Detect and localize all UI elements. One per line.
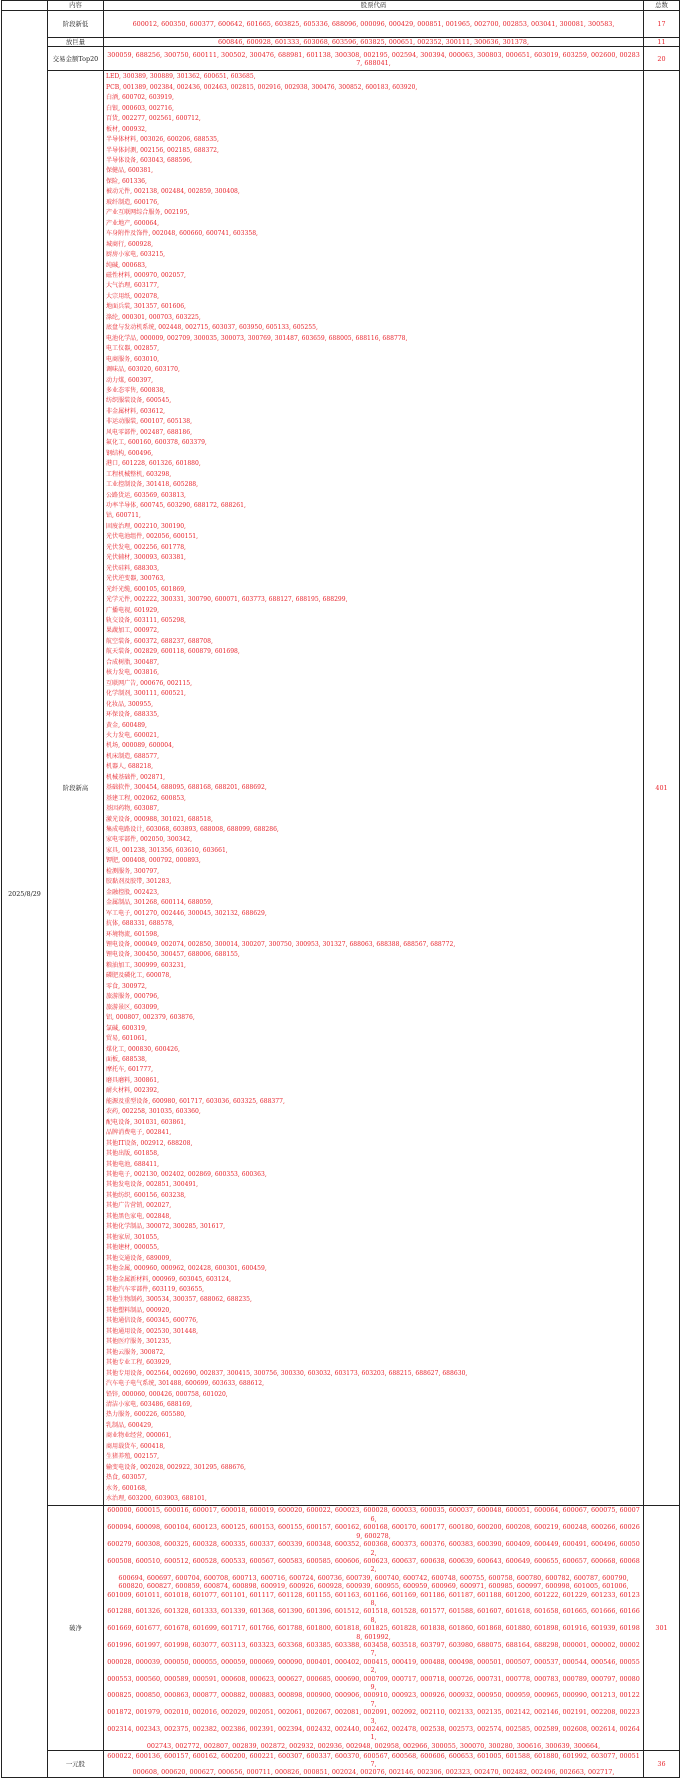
sector-line: 地面兵装, 301357, 601606, <box>106 303 186 311</box>
count-stage-high: 401 <box>644 71 680 1506</box>
sector-line: 旅游景区, 603099, <box>106 1003 160 1011</box>
sector-line: 其他金属, 000960, 000962, 002428, 600301, 600459, <box>106 1265 267 1273</box>
header-count: 总数 <box>644 1 680 11</box>
sector-line: 大气治理, 603177, <box>106 282 160 290</box>
sector-line: 功率半导体, 600745, 603290, 688172, 688261, <box>106 501 246 509</box>
sector-line: 非金属材料, 603612, <box>106 407 166 415</box>
sector-line: 固废治理, 002210, 300190, <box>106 522 186 530</box>
sector-line: 其他电池, 688411, <box>106 1160 160 1168</box>
sector-line: 被动元件, 002138, 002484, 002859, 300408, <box>106 188 240 196</box>
sector-line: 保险, 601336, <box>106 177 147 185</box>
sector-line: 车身附件及饰件, 002048, 600660, 600741, 603358, <box>106 230 258 238</box>
sector-line: 锂电设备, 300450, 300457, 688006, 688155, <box>106 951 240 959</box>
sector-line: 其他广告营销, 002027, <box>106 1202 172 1210</box>
sector-line: 板材, 000932, <box>106 125 147 133</box>
row-one-yuan <box>2 1751 680 1778</box>
code-line: 600508, 600510, 600512, 600528, 600533, 600567, 600583, 600585, 600606, 600623, 600637, 600638, 600639, 600643, 600649, 600655, 600657, 600668, 600682, <box>107 1556 640 1574</box>
code-line: 000825, 000850, 000863, 000877, 000882, 000883, 000898, 000900, 000906, 000910, 000923, 000926, 000932, 000950, 000959, 000965, 000990, 001213, 001227, <box>107 1691 640 1708</box>
code-line: 600820, 600827, 600859, 600874, 600898, 600919, 600926, 600928, 600939, 600955, 600959, 600969, 600971, 600985, 600997, 600998, 601005, 601006, <box>118 1582 629 1591</box>
sector-line: 集成电路设计, 603068, 603893, 688008, 688099, 688286, <box>106 826 279 834</box>
sector-line: 其他发电设备, 002851, 300491, <box>106 1181 199 1189</box>
sector-line: 粮油加工, 300999, 603231, <box>106 961 186 969</box>
sector-line: 输变电设备, 002028, 002922, 301295, 688676, <box>106 1463 246 1471</box>
category-stage-high: 阶段新高 <box>48 71 104 1506</box>
sector-line: 基建工程, 002062, 600853, <box>106 794 186 802</box>
sector-line: 其他化学制品, 300072, 300285, 301617, <box>106 1223 225 1231</box>
sector-line: 广播电视, 601929, <box>106 606 160 614</box>
sector-line: 产业互联网综合服务, 002195, <box>106 209 190 217</box>
sector-line: 摩托车, 601777, <box>106 1066 153 1074</box>
sector-line: 互联网广告, 000676, 002115, <box>106 679 193 687</box>
sector-line: 面板, 688538, <box>106 1056 147 1063</box>
sector-line: 其他生物制药, 300534, 300357, 688062, 688235, <box>106 1296 252 1304</box>
sector-line: 其他通信设备, 600345, 600776, <box>106 1317 199 1325</box>
sector-line: 商用载货车, 600418, <box>106 1442 166 1450</box>
row-stage-high <box>2 71 680 1506</box>
sector-line: 航空装备, 600372, 688237, 688708, <box>106 637 213 645</box>
header-codes: 股票代码 <box>104 1 644 11</box>
codes-one-yuan <box>104 1751 644 1778</box>
code-line: 600022, 600136, 600157, 600162, 600200, 600221, 600307, 600337, 600370, 600567, 600568, 600606, 600653, 601005, 601588, 601880, 601992, 603077, 000517, <box>107 1751 640 1769</box>
sector-line: 激光设备, 000988, 301021, 688518, <box>106 815 213 823</box>
stock-screening-table <box>1 0 680 1778</box>
code-line: 601009, 601011, 601018, 601077, 601101, 601117, 601128, 601155, 601163, 601166, 601169, 601186, 601187, 601188, 601200, 601222, 601229, 601233, 601238, <box>107 1590 640 1607</box>
sector-line: 电池化学品, 000009, 002709, 300035, 300073, 300769, 301487, 603659, 688005, 688116, 688778, <box>106 334 408 342</box>
codes-giant-volume: 600846, 600928, 601333, 603068, 603596, 603825, 000651, 002352, 300111, 300636, 301378, <box>104 38 644 47</box>
sector-line: 其他建材, 000055, <box>106 1244 160 1252</box>
sector-line: 基础软件, 300454, 688095, 688168, 688201, 688692, <box>106 784 267 792</box>
sector-line: 大宗用纸, 002078, <box>106 292 160 300</box>
sector-line: 光伏辅材, 300093, 603381, <box>106 554 186 562</box>
sector-line: 胶黏剂及胶带, 301283, <box>106 878 172 886</box>
sector-line: 机床制造, 688577, <box>106 752 160 760</box>
sector-line: 白酒, 600702, 603919, <box>106 94 174 102</box>
sector-line: 保健品, 600381, <box>106 167 153 175</box>
count-top-turnover: 20 <box>644 47 680 71</box>
sector-line: 其他专业工程, 603929, <box>106 1359 172 1367</box>
code-line: 600279, 600308, 600325, 600328, 600335, 600337, 600339, 600348, 600352, 600368, 600373, 600376, 600383, 600390, 600409, 600449, 600491, 600496, 600502, <box>107 1540 640 1557</box>
code-line: 601288, 601326, 601328, 601333, 601339, 601368, 601390, 601396, 601512, 601518, 601528, 601577, 601588, 601607, 601618, 601658, 601665, 601666, 601668, <box>107 1607 640 1624</box>
sector-line: 其他出版, 601858, <box>106 1150 160 1158</box>
code-line: 000608, 000620, 000627, 000656, 000711, 000826, 000851, 002024, 002076, 002146, 002306, 002323, 002470, 002482, 002496, 002663, 002717, <box>132 1768 615 1777</box>
sector-list <box>106 71 641 1505</box>
sector-line: 机场, 000089, 600004, <box>106 742 174 750</box>
sector-line: 核力发电, 003816, <box>106 669 160 677</box>
sector-line: 涤纶, 000301, 000703, 603225, <box>106 313 201 321</box>
sector-line: 光伏逆变器, 300763, <box>106 575 166 583</box>
code-line: 002743, 002772, 002807, 002839, 002872, 002932, 002936, 002948, 002958, 002966, 300055, 300070, 300280, 300616, 300639, 300664, <box>146 1741 601 1750</box>
sector-line: 商业物业经营, 000061, <box>106 1432 172 1440</box>
sector-line: 磁性材料, 000970, 002057, <box>106 272 186 280</box>
category-breakout: 破净 <box>48 1506 104 1751</box>
sector-line: 其他通用设备, 002530, 301448, <box>106 1327 199 1335</box>
sector-line: 钢结构, 600496, <box>106 449 153 457</box>
sector-line: 军工电子, 001270, 002446, 300045, 302132, 688629, <box>106 909 267 917</box>
sector-line: 贸易, 601061, <box>106 1035 147 1043</box>
count-stage-low: 17 <box>644 11 680 38</box>
sector-line: 风电零部件, 002487, 688186, <box>106 428 193 436</box>
count-one-yuan: 36 <box>644 1751 680 1778</box>
sector-line: 生猪养殖, 002157, <box>106 1453 160 1461</box>
sector-line: 火力发电, 600021, <box>106 731 160 739</box>
sector-line: 其他家居, 301055, <box>106 1233 160 1241</box>
code-line: 600694, 600697, 600704, 600708, 600713, 600716, 600724, 600736, 600739, 600740, 600742, 600748, 600755, 600758, 600780, 600782, 600787, 600790, <box>118 1573 629 1582</box>
sector-line: 光纤光缆, 600105, 601869, <box>106 585 186 593</box>
sector-line: 白银, 000603, 002716, <box>106 104 174 112</box>
category-one-yuan: 一元股 <box>48 1751 104 1778</box>
codes-stage-high <box>104 71 644 1506</box>
sector-line: 其他医疗服务, 301235, <box>106 1338 172 1346</box>
sector-line: 氯碱, 600319, <box>106 1024 147 1032</box>
sector-line: 环保设备, 688335, <box>106 711 160 719</box>
sector-line: 其他IT设备, 002912, 688208, <box>106 1139 193 1147</box>
sector-line: 检测服务, 300797, <box>106 867 160 875</box>
code-line: 601996, 601997, 601998, 603077, 603113, 603323, 603368, 603385, 603388, 603458, 603518, 603797, 603980, 688075, 688164, 688298, 000001, 000002, 000027, <box>107 1640 640 1658</box>
code-line: 601669, 601677, 601678, 601699, 601717, 601766, 601788, 601800, 601818, 601825, 601828, 601838, 601860, 601868, 601880, 601898, 601916, 601939, 601988, 601992, <box>107 1624 640 1641</box>
sector-line: 其他电子, 002130, 002402, 002869, 600353, 600363, <box>106 1170 267 1178</box>
sector-line: 其他金属新材料, 000969, 603045, 603124, <box>106 1275 232 1283</box>
sector-line: 家具, 001238, 301356, 603610, 603661, <box>106 846 228 854</box>
sector-line: 半导体材料, 003026, 600206, 688535, <box>106 136 219 144</box>
sector-line: 其他交通设备, 689009, <box>106 1254 172 1262</box>
sector-line: 其他汽车零部件, 603119, 603655, <box>106 1285 205 1293</box>
codes-stage-low: 600012, 600350, 600377, 600642, 601665, 603825, 605336, 688096, 000096, 000429, 000851, 001965, 002700, 002853, 003041, 300081, 300583, <box>104 11 644 38</box>
sector-line: 光学元件, 002222, 300331, 300790, 600071, 603773, 688127, 688195, 688299, <box>106 596 348 604</box>
sector-line: 家电零部件, 002050, 300342, <box>106 836 193 844</box>
code-line: 600094, 600098, 600104, 600123, 600125, 600153, 600155, 600157, 600162, 600168, 600170, 600177, 600180, 600200, 600208, 600219, 600248, 600266, 600269, 600278, <box>107 1523 640 1540</box>
sector-line: 钾肥, 000408, 000792, 000893, <box>106 857 201 865</box>
code-line: 002314, 002343, 002375, 002382, 002386, 002391, 002394, 002432, 002440, 002462, 002478, 002538, 002573, 002574, 002585, 002589, 002608, 002614, 002641, <box>107 1725 640 1742</box>
sector-line: 光伏发电, 002256, 601778, <box>106 543 186 551</box>
sector-line: 汽车电子电气系统, 301488, 600699, 603633, 688612, <box>106 1380 265 1388</box>
sector-line: 玻纤制造, 600176, <box>106 198 160 206</box>
breakout-code-list <box>106 1506 641 1750</box>
category-giant-volume: 放巨量 <box>48 38 104 47</box>
sector-line: 热力服务, 600226, 605580, <box>106 1411 186 1419</box>
sector-line: 热食, 603057, <box>106 1474 147 1482</box>
sector-line: 半导体封测, 002156, 002185, 688372, <box>106 146 219 154</box>
sector-line: 果蔬加工, 000972, <box>106 627 160 635</box>
sector-line: 其他专用设备, 002564, 002690, 002837, 300415, 300756, 300330, 603032, 603173, 603203, 688215, 688627, 688630, <box>106 1369 468 1377</box>
sector-line: 零食, 300972, <box>106 982 147 990</box>
sector-line: 品牌消费电子, 002841, <box>106 1129 172 1137</box>
sector-line: 百货, 002277, 002561, 600712, <box>106 115 201 123</box>
sector-line: 耐火材料, 002392, <box>106 1087 160 1095</box>
sector-line: 其他塑料制品, 000920, <box>106 1306 172 1314</box>
sector-line: 其他云服务, 300872, <box>106 1348 166 1356</box>
sector-line: 金融控股, 002423, <box>106 888 160 896</box>
row-stage-low <box>2 11 680 38</box>
code-line: 001872, 001979, 002010, 002016, 002029, 002051, 002061, 002067, 002081, 002091, 002092, 002110, 002133, 002135, 002142, 002146, 002191, 002208, 002233, <box>107 1708 640 1725</box>
sector-line: 半导体设备, 603043, 688596, <box>106 157 193 165</box>
sector-line: 环境物流, 601598, <box>106 930 160 938</box>
sector-line: 产业地产, 600064, <box>106 219 160 227</box>
code-line: 000553, 000560, 000589, 000591, 000608, 000623, 000627, 000685, 000690, 000709, 000717, 000718, 000726, 000731, 000778, 000783, 000789, 000797, 000809, <box>107 1674 640 1692</box>
sector-line: 磨具磨料, 300861, <box>106 1076 160 1084</box>
sector-line: 水治理, 603200, 603903, 688101, <box>106 1495 207 1503</box>
sector-line: 其他纺织, 600156, 603238, <box>106 1191 186 1199</box>
category-top-turnover: 交易金额Top20 <box>48 47 104 71</box>
sector-line: 航天装备, 002829, 600118, 600879, 601698, <box>106 648 240 656</box>
codes-top-turnover: 300059, 688256, 300750, 600111, 300502, 300476, 688981, 601138, 300308, 002195, 002594, 300394, 000063, 300803, 000651, 603019, 603259, 002600, 002837, 688041, <box>104 47 644 71</box>
header-row <box>2 1 680 11</box>
sector-line: 乳制品, 600429, <box>106 1421 153 1429</box>
sector-line: 能源及重型设备, 600980, 601717, 603036, 603325, 688377, <box>106 1097 285 1105</box>
sector-line: 化学制剂, 300111, 600521, <box>106 690 186 698</box>
sector-line: 公路货运, 603569, 603813, <box>106 491 186 499</box>
header-date-blank <box>2 1 48 11</box>
sector-line: 工业控制设备, 301418, 605288, <box>106 481 199 489</box>
sector-line: 其他黑色家电, 002848, <box>106 1212 172 1220</box>
sector-line: 黄金, 600489, <box>106 721 147 729</box>
row-top-turnover <box>2 47 680 71</box>
sector-line: 光伏电池组件, 002056, 600151, <box>106 533 199 541</box>
sector-line: 旅游服务, 000796, <box>106 993 160 1001</box>
sector-line: 城商行, 600928, <box>106 240 153 248</box>
code-line: 000028, 000039, 000050, 000055, 000059, 000069, 000090, 000401, 000402, 000415, 000419, 000488, 000498, 000501, 000507, 000537, 000544, 000546, 000552, <box>107 1657 640 1675</box>
header-category: 内容 <box>48 1 104 11</box>
codes-breakout <box>104 1506 644 1751</box>
sector-line: PCB, 001389, 002384, 002436, 002463, 002815, 002916, 002938, 300476, 300852, 600183, 603920, <box>106 83 418 91</box>
sector-line: 非运动服装, 600107, 605138, <box>106 418 193 426</box>
row-giant-volume <box>2 38 680 47</box>
sector-line: 铅锌, 000060, 000426, 000758, 601020, <box>106 1390 228 1398</box>
sector-line: 动力煤, 600397, <box>106 376 153 384</box>
sector-line: 配电设备, 301031, 603861, <box>106 1118 186 1126</box>
sector-line: 多业态零售, 600838, <box>106 387 166 394</box>
sector-line: 光伏硅料, 688303, <box>106 564 160 572</box>
category-stage-low: 阶段新低 <box>48 11 104 38</box>
sector-line: 机器人, 688218, <box>106 763 153 771</box>
sector-line: 煤化工, 000830, 600426, <box>106 1045 180 1053</box>
sector-line: 金属制品, 301268, 600114, 688059, <box>106 899 213 907</box>
one-yuan-code-list <box>106 1752 641 1777</box>
sector-line: 纯碱, 000683, <box>106 261 147 269</box>
sector-line: 铝, 000807, 002379, 603876, <box>106 1014 195 1022</box>
sector-line: 调味品, 603020, 603170, <box>106 366 180 374</box>
sector-line: 厨房小家电, 603215, <box>106 251 166 259</box>
count-breakout: 301 <box>644 1506 680 1751</box>
sector-line: 港口, 601228, 601326, 601880, <box>106 460 201 468</box>
sector-line: 机械基础件, 002871, <box>106 773 166 781</box>
sector-line: 底盘与发动机系统, 002448, 002715, 603037, 603950, 605133, 605255, <box>106 324 318 332</box>
sector-line: 电商服务, 603010, <box>106 355 160 363</box>
sector-line: 磷肥及磷化工, 600078, <box>106 972 172 980</box>
sector-line: 电工仪器, 002857, <box>106 345 160 353</box>
count-giant-volume: 11 <box>644 38 680 47</box>
sector-line: 锂电设备, 000049, 002074, 002850, 300014, 300207, 300750, 300953, 301327, 688063, 688388, 688567, 688772, <box>106 941 456 949</box>
row-breakout <box>2 1506 680 1751</box>
date-cell: 2025/8/29 <box>2 11 48 1778</box>
sector-line: 清洁小家电, 603486, 688169, <box>106 1400 193 1408</box>
sector-line: 基因药物, 603087, <box>106 805 160 813</box>
sector-line: 合成树脂, 300487, <box>106 658 160 666</box>
sector-line: 钴, 600711, <box>106 512 141 520</box>
sector-line: 化妆品, 300955, <box>106 700 153 708</box>
sector-line: 纺织服装设备, 600545, <box>106 397 172 405</box>
sector-line: LED, 300389, 300889, 301362, 600651, 603685, <box>106 73 256 81</box>
code-line: 600000, 600015, 600016, 600017, 600018, 600019, 600020, 600022, 600023, 600028, 600033, 600035, 600037, 600048, 600051, 600064, 600067, 600075, 600076, <box>107 1506 640 1523</box>
sector-line: 工程机械整机, 603298, <box>106 470 172 478</box>
sector-line: 水务, 600168, <box>106 1484 147 1492</box>
sector-line: 抗体, 688331, 688578, <box>106 920 174 928</box>
sector-line: 农药, 002258, 301035, 603360, <box>106 1108 201 1116</box>
sector-line: 氟化工, 600160, 600378, 603379, <box>106 439 207 447</box>
sector-line: 轨交设备, 603111, 605298, <box>106 616 186 624</box>
